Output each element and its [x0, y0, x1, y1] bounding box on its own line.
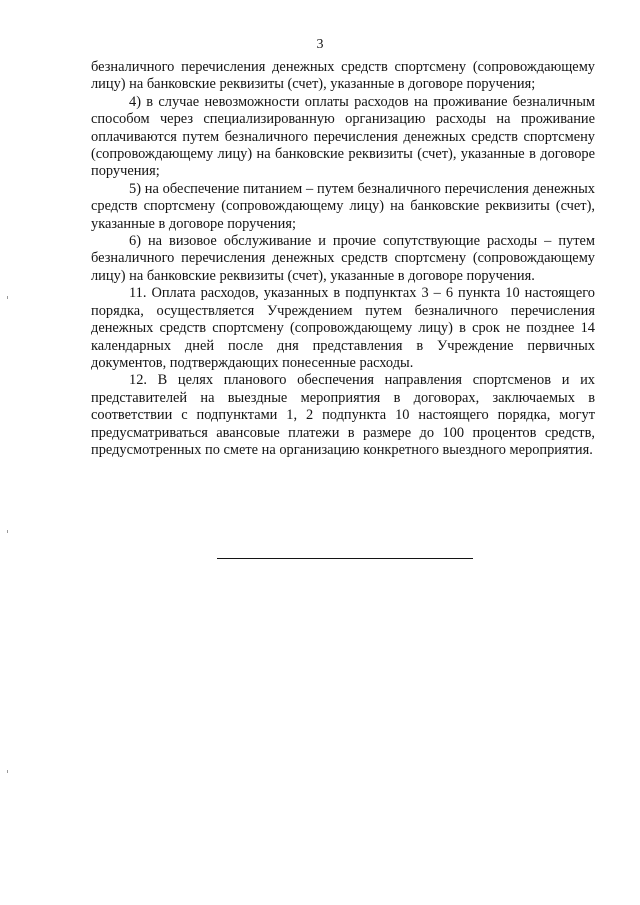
document-body — [91, 59, 595, 459]
paragraph-item-6: 6) на визовое обслуживание и прочие сопутствующие расходы – путем безналичного перечисления денежных средств спортсмену (сопровождающему лицу) на банковские реквизиты (счет), указанные в договоре поручения. — [91, 233, 595, 284]
paragraph-clause-11: 11. Оплата расходов, указанных в подпунктах 3 – 6 пункта 10 настоящего порядка, осуществляется Учреждением путем безналичного перечисления денежных средств спортсмену (сопровождающему лицу) в срок не позднее 14 календарных дней после дня представления в Учреждение первичных документов, подтверждающих понесенные расходы. — [91, 285, 595, 371]
paragraph-item-4: 4) в случае невозможности оплаты расходов на проживание безналичным способом через специализированную организацию расходы на проживание оплачиваются путем безналичного перечисления денежных средств спортсмену (сопровождающему лицу) на банковские реквизиты (счет), указанные в договоре поручения; — [91, 93, 595, 180]
scan-edge-mark — [7, 530, 8, 533]
paragraph-clause-12: 12. В целях планового обеспечения направления спортсменов и их представителей на выездные мероприятия в договорах, заключаемых в соответствии с подпунктами 1, 2 подпункта 10 настоящего порядка, могут предусматриваться авансовые платежи в размере до 100 процентов средств, предусмотренных по смете на организацию конкретного выездного мероприятия. — [91, 372, 595, 458]
paragraph-item-5: 5) на обеспечение питанием – путем безналичного перечисления денежных средств спортсмену (сопровождающему лицу) на банковские реквизиты (счет), указанные в договоре поручения; — [91, 180, 595, 232]
scan-edge-mark — [7, 770, 8, 773]
end-of-document-rule — [217, 558, 473, 559]
page-number: 3 — [316, 37, 324, 52]
scan-edge-mark — [7, 296, 8, 299]
paragraph-continuation: безналичного перечисления денежных средств спортсмену (сопровождающему лицу) на банковские реквизиты (счет), указанные в договоре поручения; — [91, 59, 595, 93]
